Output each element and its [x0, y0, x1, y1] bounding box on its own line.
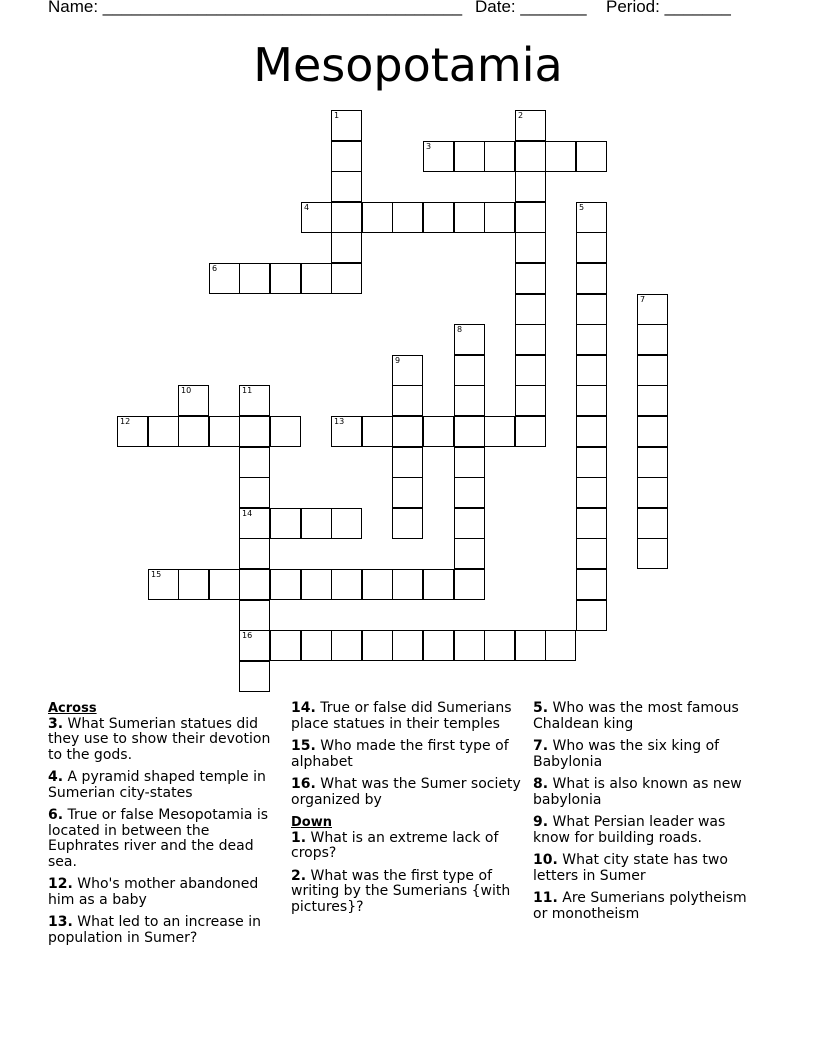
crossword-cell[interactable] — [270, 630, 301, 661]
crossword-cell[interactable] — [545, 630, 576, 661]
crossword-cell[interactable] — [331, 141, 362, 172]
crossword-cell[interactable] — [423, 202, 454, 233]
crossword-cell[interactable] — [178, 385, 209, 416]
crossword-cell[interactable] — [301, 202, 332, 233]
clue-across-14: 14. True or false did Sumerians place statues in their temples — [291, 700, 512, 732]
crossword-cell[interactable] — [637, 508, 668, 539]
clue-down-10: 10. What city state has two letters in Sumer — [533, 852, 728, 884]
cell-number: 5 — [579, 203, 585, 212]
crossword-cell[interactable] — [331, 110, 362, 141]
crossword-cell[interactable] — [392, 385, 423, 416]
crossword-cell[interactable] — [362, 630, 393, 661]
crossword-cell[interactable] — [423, 416, 454, 447]
crossword-cell[interactable] — [209, 263, 240, 294]
crossword-cell[interactable] — [484, 202, 515, 233]
crossword-cell[interactable] — [331, 630, 362, 661]
crossword-cell[interactable] — [515, 294, 546, 325]
clue-down-8: 8. What is also known as new babylonia — [533, 776, 742, 808]
cell-number: 7 — [640, 295, 646, 304]
crossword-cell[interactable] — [270, 263, 301, 294]
clue-down-9: 9. What Persian leader was know for building roads. — [533, 814, 726, 846]
crossword-cell[interactable] — [239, 630, 270, 661]
crossword-cell[interactable] — [301, 630, 332, 661]
crossword-cell[interactable] — [392, 416, 423, 447]
crossword-cell[interactable] — [576, 141, 607, 172]
crossword-cell[interactable] — [423, 569, 454, 600]
cell-number: 16 — [242, 631, 253, 640]
crossword-cell[interactable] — [423, 630, 454, 661]
crossword-cell[interactable] — [576, 538, 607, 569]
crossword-cell[interactable] — [239, 416, 270, 447]
crossword-cell[interactable] — [392, 630, 423, 661]
crossword-cell[interactable] — [392, 569, 423, 600]
crossword-cell[interactable] — [515, 355, 546, 386]
crossword-cell[interactable] — [392, 355, 423, 386]
crossword-cell[interactable] — [515, 630, 546, 661]
down-heading: Down — [291, 815, 332, 830]
crossword-cell[interactable] — [362, 202, 393, 233]
clue-across-6: 6. True or false Mesopotamia is located in between the Euphrates river and the dead sea. — [48, 807, 269, 870]
clues-column-2 — [291, 701, 521, 922]
crossword-cell[interactable] — [576, 569, 607, 600]
date-label: Date: _______ — [475, 0, 587, 16]
crossword-cell[interactable] — [454, 569, 485, 600]
crossword-cell[interactable] — [637, 447, 668, 478]
crossword-cell[interactable] — [270, 508, 301, 539]
crossword-cell[interactable] — [331, 171, 362, 202]
crossword-cell[interactable] — [239, 447, 270, 478]
crossword-cell[interactable] — [362, 416, 393, 447]
crossword-cell[interactable] — [484, 630, 515, 661]
crossword-cell[interactable] — [637, 355, 668, 386]
crossword-cell[interactable] — [209, 569, 240, 600]
crossword-cell[interactable] — [576, 447, 607, 478]
crossword-cell[interactable] — [515, 263, 546, 294]
clue-across-16: 16. What was the Sumer society organized by — [291, 776, 521, 808]
crossword-cell[interactable] — [362, 569, 393, 600]
crossword-cell[interactable] — [515, 324, 546, 355]
crossword-cell[interactable] — [270, 416, 301, 447]
crossword-cell[interactable] — [454, 202, 485, 233]
clue-down-5: 5. Who was the most famous Chaldean king — [533, 700, 739, 732]
crossword-cell[interactable] — [331, 232, 362, 263]
crossword-cell[interactable] — [637, 477, 668, 508]
clue-across-4: 4. A pyramid shaped temple in Sumerian city-states — [48, 769, 266, 801]
cell-number: 10 — [181, 386, 192, 395]
crossword-cell[interactable] — [454, 477, 485, 508]
clue-down-7: 7. Who was the six king of Babylonia — [533, 738, 720, 770]
crossword-cell[interactable] — [576, 232, 607, 263]
crossword-cell[interactable] — [331, 202, 362, 233]
crossword-cell[interactable] — [576, 508, 607, 539]
crossword-cell[interactable] — [178, 416, 209, 447]
crossword-cell[interactable] — [576, 600, 607, 631]
crossword-cell[interactable] — [576, 385, 607, 416]
clue-across-15: 15. Who made the first type of alphabet — [291, 738, 509, 770]
clues-column-1 — [48, 701, 278, 953]
cell-number: 8 — [457, 325, 463, 334]
clue-down-2: 2. What was the first type of writing by the Sumerians {with pictures}? — [291, 867, 511, 915]
cell-number: 13 — [334, 417, 345, 426]
cell-number: 12 — [120, 417, 131, 426]
crossword-cell[interactable] — [515, 416, 546, 447]
crossword-cell[interactable] — [576, 477, 607, 508]
crossword-cell[interactable] — [637, 538, 668, 569]
crossword-cell[interactable] — [392, 477, 423, 508]
crossword-cell[interactable] — [454, 324, 485, 355]
crossword-cell[interactable] — [331, 508, 362, 539]
crossword-cell[interactable] — [484, 416, 515, 447]
crossword-cell[interactable] — [515, 110, 546, 141]
crossword-cell[interactable] — [454, 355, 485, 386]
crossword-cell[interactable] — [270, 569, 301, 600]
name-label: Name: ______________________________________ — [48, 0, 463, 16]
crossword-cell[interactable] — [637, 385, 668, 416]
crossword-cell[interactable] — [331, 416, 362, 447]
crossword-cell[interactable] — [576, 263, 607, 294]
clue-down-1: 1. What is an extreme lack of crops? — [291, 829, 499, 861]
crossword-cell[interactable] — [301, 569, 332, 600]
page-title: Mesopotamia — [253, 38, 563, 92]
crossword-cell[interactable] — [576, 324, 607, 355]
crossword-cell[interactable] — [239, 263, 270, 294]
crossword-cell[interactable] — [239, 661, 270, 692]
crossword-cell[interactable] — [117, 416, 148, 447]
crossword-cell[interactable] — [515, 141, 546, 172]
clue-across-12: 12. Who's mother abandoned him as a baby — [48, 876, 259, 908]
cell-number: 11 — [242, 386, 253, 395]
cell-number: 6 — [212, 264, 218, 273]
crossword-cell[interactable] — [576, 294, 607, 325]
clues-column-3 — [533, 701, 763, 929]
crossword-cell[interactable] — [331, 569, 362, 600]
crossword-cell[interactable] — [454, 508, 485, 539]
crossword-cell[interactable] — [423, 141, 454, 172]
crossword-cell[interactable] — [239, 538, 270, 569]
crossword-cell[interactable] — [515, 171, 546, 202]
period-label: Period: _______ — [606, 0, 731, 16]
clue-across-3: 3. What Sumerian statues did they use to show their devotion to the gods. — [48, 715, 271, 763]
crossword-cell[interactable] — [239, 600, 270, 631]
crossword-cell[interactable] — [576, 355, 607, 386]
crossword-cell[interactable] — [637, 294, 668, 325]
crossword-cell[interactable] — [515, 202, 546, 233]
cell-number: 14 — [242, 509, 253, 518]
crossword-cell[interactable] — [484, 141, 515, 172]
crossword-cell[interactable] — [545, 141, 576, 172]
clue-across-13: 13. What led to an increase in population in Sumer? — [48, 914, 261, 946]
crossword-cell[interactable] — [148, 569, 179, 600]
across-heading: Across — [48, 701, 97, 716]
crossword-cell[interactable] — [239, 477, 270, 508]
crossword-cell[interactable] — [454, 385, 485, 416]
crossword-cell[interactable] — [454, 447, 485, 478]
cell-number: 1 — [334, 111, 340, 120]
cell-number: 2 — [518, 111, 524, 120]
crossword-cell[interactable] — [239, 385, 270, 416]
crossword-cell[interactable] — [454, 630, 485, 661]
crossword-cell[interactable] — [515, 385, 546, 416]
cell-number: 3 — [426, 142, 432, 151]
clue-down-11: 11. Are Sumerians polytheism or monotheism — [533, 890, 747, 922]
crossword-cell[interactable] — [454, 141, 485, 172]
cell-number: 9 — [395, 356, 401, 365]
crossword-cell[interactable] — [637, 416, 668, 447]
crossword-cell[interactable] — [576, 416, 607, 447]
crossword-cell[interactable] — [239, 569, 270, 600]
crossword-cell[interactable] — [392, 202, 423, 233]
cell-number: 4 — [304, 203, 310, 212]
crossword-cell[interactable] — [454, 538, 485, 569]
crossword-cell[interactable] — [239, 508, 270, 539]
crossword-cell[interactable] — [392, 447, 423, 478]
crossword-cell[interactable] — [178, 569, 209, 600]
crossword-cell[interactable] — [148, 416, 179, 447]
crossword-cell[interactable] — [515, 232, 546, 263]
crossword-cell[interactable] — [209, 416, 240, 447]
crossword-cell[interactable] — [301, 508, 332, 539]
crossword-cell[interactable] — [392, 508, 423, 539]
crossword-cell[interactable] — [331, 263, 362, 294]
crossword-cell[interactable] — [637, 324, 668, 355]
crossword-cell[interactable] — [576, 202, 607, 233]
crossword-cell[interactable] — [454, 416, 485, 447]
crossword-cell[interactable] — [301, 263, 332, 294]
cell-number: 15 — [151, 570, 162, 579]
